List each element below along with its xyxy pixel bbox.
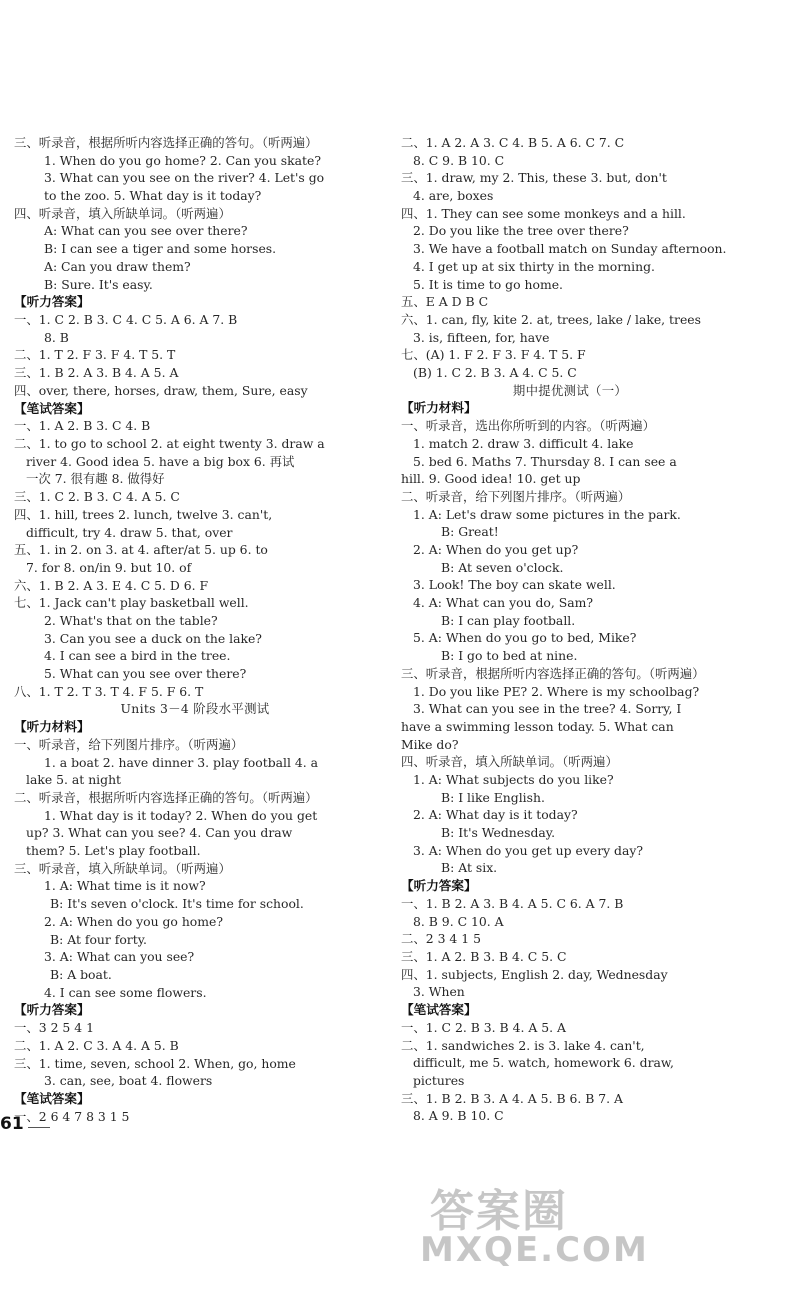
answer-line: B: It's Wednesday. (441, 825, 556, 841)
answer-line: 2. A: When do you go home? (44, 913, 223, 929)
answer-line: 3. Can you see a duck on the lake? (44, 630, 262, 646)
answer-line: 三、1. B 2. A 3. B 4. A 5. A (14, 365, 179, 381)
answer-line: 5. What can you see over there? (44, 666, 247, 682)
watermark-url: MXQE.COM (420, 1230, 649, 1270)
answer-line: 5. A: When do you go to bed, Mike? (413, 630, 637, 646)
answer-line: 8. A 9. B 10. C (413, 1108, 504, 1124)
answer-line: 1. A: What subjects do you like? (413, 771, 614, 787)
answer-line: 一、听录音，选出你所听到的内容。（听两遍） (401, 418, 656, 434)
answer-line: 二、2 3 4 1 5 (401, 931, 481, 947)
answer-line: 三、1. C 2. B 3. C 4. A 5. C (14, 489, 180, 505)
answer-line: 四、1. hill, trees 2. lunch, twelve 3. can't, (14, 506, 273, 522)
watermark-logo-text: 答案圈 (430, 1186, 568, 1237)
answer-line: 一、1. C 2. B 3. B 4. A 5. A (401, 1019, 566, 1035)
answer-line: 一、3 2 5 4 1 (14, 1020, 94, 1036)
answer-line: 4. I can see a bird in the tree. (44, 648, 231, 664)
answer-line: B: I can see a tiger and some horses. (44, 241, 277, 257)
answer-line: 3. What can you see on the river? 4. Let's go (44, 170, 325, 186)
answer-line: 七、(A) 1. F 2. F 3. F 4. T 5. F (401, 347, 586, 363)
answer-line: A: Can you draw them? (44, 258, 191, 274)
answer-line: 3. What can you see in the tree? 4. Sorry, I (413, 701, 682, 717)
page-number-rule (28, 1127, 50, 1128)
answer-line: 四、over, there, horses, draw, them, Sure, easy (14, 382, 308, 398)
answer-line: 一、2 6 4 7 8 3 1 5 (14, 1108, 130, 1124)
answer-line: 六、1. can, fly, kite 2. at, trees, lake / lake, trees (401, 311, 701, 327)
section-heading: 【笔试答案】 (14, 1090, 90, 1106)
answer-line: 1. a boat 2. have dinner 3. play football 4. a (44, 754, 319, 770)
answer-line: 二、1. T 2. F 3. F 4. T 5. T (14, 347, 176, 363)
answer-line: 三、1. draw, my 2. This, these 3. but, don't (401, 170, 667, 186)
answer-line: 8. C 9. B 10. C (413, 152, 505, 168)
answer-line: 八、1. T 2. T 3. T 4. F 5. F 6. T (14, 683, 204, 699)
answer-line: 四、听录音，填入所缺单词。（听两遍） (401, 754, 618, 770)
answer-line: B: At six. (441, 860, 498, 876)
test-title: 期中提优测试（一） (512, 382, 628, 398)
answer-line: 二、1. sandwiches 2. is 3. lake 4. can't, (401, 1037, 645, 1053)
answer-line: 4. are, boxes (413, 188, 494, 204)
answer-line: 三、1. time, seven, school 2. When, go, home (14, 1055, 296, 1071)
answer-line: B: I like English. (441, 789, 545, 805)
answer-line: 一、1. B 2. A 3. B 4. A 5. C 6. A 7. B (401, 895, 624, 911)
answer-line: 2. A: What day is it today? (413, 807, 578, 823)
answer-line: 8. B (44, 329, 69, 345)
answer-line: them? 5. Let's play football. (26, 843, 201, 859)
answer-line: B: It's seven o'clock. It's time for school. (50, 896, 304, 912)
answer-line: pictures (413, 1073, 465, 1089)
answer-line: 8. B 9. C 10. A (413, 913, 504, 929)
watermark (420, 1175, 790, 1275)
answer-line: 二、1. A 2. C 3. A 4. A 5. B (14, 1037, 179, 1053)
answer-line: 3. Look! The boy can skate well. (413, 577, 616, 593)
answer-line: 七、1. Jack can't play basketball well. (14, 595, 249, 611)
answer-line: B: Sure. It's easy. (44, 276, 153, 292)
answer-line: (B) 1. C 2. B 3. A 4. C 5. C (413, 364, 577, 380)
answer-line: B: Great! (441, 524, 499, 540)
answer-line: 2. Do you like the tree over there? (413, 223, 629, 239)
answer-line: 4. I get up at six thirty in the morning. (413, 258, 655, 274)
answer-line: 3. We have a football match on Sunday afternoon. (413, 241, 727, 257)
answer-line: 5. bed 6. Maths 7. Thursday 8. I can see a (413, 453, 677, 469)
answer-line: 六、1. B 2. A 3. E 4. C 5. D 6. F (14, 577, 209, 593)
test-title: Units 3－4 阶段水平测试 (120, 701, 270, 717)
section-heading: 【听力材料】 (14, 719, 90, 735)
answer-line: 一、听录音，给下列图片排序。（听两遍） (14, 736, 244, 752)
answer-line: 一、1. C 2. B 3. C 4. C 5. A 6. A 7. B (14, 312, 238, 328)
answer-line: 1. What day is it today? 2. When do you get (44, 807, 318, 823)
answer-line: B: I can play football. (441, 612, 576, 628)
page-number: 61 (0, 1114, 24, 1134)
section-heading: 【笔试答案】 (14, 400, 90, 416)
answer-line: 四、听录音，填入所缺单词。（听两遍） (14, 205, 231, 221)
answer-line: 三、听录音，根据所听内容选择正确的答句。（听两遍） (14, 135, 318, 150)
answer-line: 1. When do you go home? 2. Can you skate? (44, 152, 322, 168)
answer-line: 一、1. A 2. B 3. C 4. B (14, 418, 151, 434)
answer-line: 1. Do you like PE? 2. Where is my schoolbag? (413, 683, 700, 699)
answer-line: have a swimming lesson today. 5. What can (401, 718, 674, 734)
answer-line: 5. It is time to go home. (413, 276, 563, 292)
answer-line: 一次 7. 很有趣 8. 做得好 (26, 471, 165, 487)
answer-line: B: I go to bed at nine. (441, 648, 578, 664)
answer-line: difficult, try 4. draw 5. that, over (26, 524, 233, 540)
section-heading: 【笔试答案】 (401, 1002, 477, 1018)
answer-line: 1. match 2. draw 3. difficult 4. lake (413, 435, 634, 451)
section-heading: 【听力答案】 (14, 294, 90, 310)
answer-line: 二、听录音，根据所听内容选择正确的答句。（听两遍） (14, 790, 318, 806)
answer-line: 四、1. They can see some monkeys and a hill. (401, 205, 686, 221)
answer-line: 三、听录音，填入所缺单词。（听两遍） (14, 860, 231, 876)
answer-line: 4. A: What can you do, Sam? (413, 595, 594, 611)
answer-line: 四、1. subjects, English 2. day, Wednesday (401, 966, 668, 982)
answer-line: 三、1. B 2. B 3. A 4. A 5. B 6. B 7. A (401, 1090, 624, 1106)
answer-line: 3. When (413, 984, 465, 1000)
answer-line: lake 5. at night (26, 772, 122, 788)
answer-line: B: At four forty. (50, 931, 147, 947)
section-heading: 【听力答案】 (14, 1002, 90, 1018)
right-column (401, 134, 739, 1125)
answer-line: 二、1. to go to school 2. at eight twenty 3. draw a (14, 436, 325, 452)
answer-line: 3. A: When do you get up every day? (413, 842, 644, 858)
answer-line: 三、听录音，根据所听内容选择正确的答句。（听两遍） (401, 665, 705, 681)
answer-line: 3. can, see, boat 4. flowers (44, 1073, 213, 1089)
answer-line: 五、1. in 2. on 3. at 4. after/at 5. up 6. to (14, 542, 268, 558)
answer-line: river 4. Good idea 5. have a big box 6. 再试 (26, 453, 295, 469)
answer-line: B: At seven o'clock. (441, 559, 564, 575)
answer-line: 3. A: What can you see? (44, 949, 195, 965)
left-column (14, 134, 376, 1126)
answer-line: 2. A: When do you get up? (413, 542, 579, 558)
answer-line: 4. I can see some flowers. (44, 984, 207, 1000)
answer-line: 7. for 8. on/in 9. but 10. of (26, 559, 192, 575)
answer-line: A: What can you see over there? (44, 223, 248, 239)
answer-line: 2. What's that on the table? (44, 612, 218, 628)
answer-line: hill. 9. Good idea! 10. get up (401, 471, 581, 487)
answer-line: 三、1. A 2. B 3. B 4. C 5. C (401, 949, 567, 965)
answer-line: Mike do? (401, 736, 459, 752)
answer-line: difficult, me 5. watch, homework 6. draw, (413, 1055, 674, 1071)
answer-line: 五、E A D B C (401, 294, 489, 310)
answer-line: 1. A: What time is it now? (44, 878, 206, 894)
answer-line: up? 3. What can you see? 4. Can you draw (26, 825, 293, 841)
section-heading: 【听力材料】 (401, 400, 477, 416)
answer-line: 1. A: Let's draw some pictures in the park. (413, 506, 681, 522)
answer-line: 3. is, fifteen, for, have (413, 329, 550, 345)
answer-line: 二、1. A 2. A 3. C 4. B 5. A 6. C 7. C (401, 135, 625, 150)
answer-line: B: A boat. (50, 966, 112, 982)
answer-line: 二、听录音，给下列图片排序。（听两遍） (401, 488, 631, 504)
answer-line: to the zoo. 5. What day is it today? (44, 188, 262, 204)
section-heading: 【听力答案】 (401, 878, 477, 894)
